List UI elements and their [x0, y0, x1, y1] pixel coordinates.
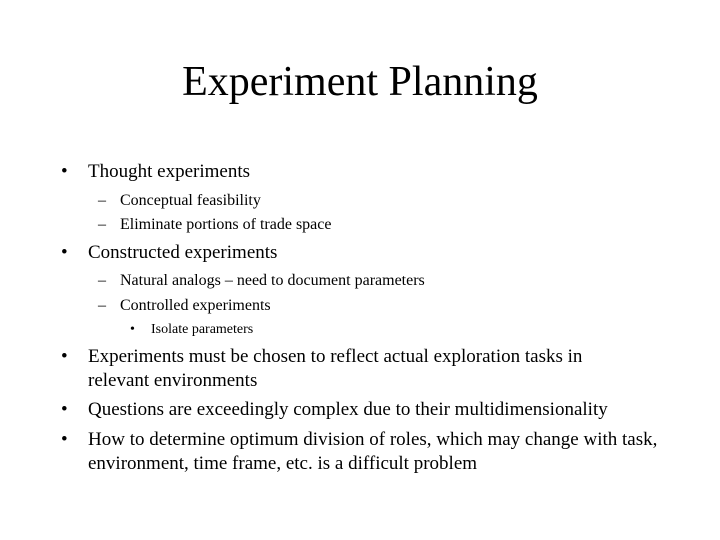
- bullet-item-constructed-experiments: [61, 241, 278, 265]
- bullet-text: How to determine optimum division of roles, which may change with task, environment, time frame, etc. is a difficult problem: [88, 429, 658, 474]
- bullet-marker: •: [61, 399, 68, 420]
- bullet-text: Experiments must be chosen to reflect actual exploration tasks in relevant environments: [88, 346, 583, 391]
- bullet-marker: •: [61, 242, 68, 263]
- bullet-marker: •: [130, 322, 135, 337]
- subitem-conceptual-feasibility: [98, 191, 261, 211]
- slide-title: Experiment Planning: [182, 59, 538, 105]
- dash-marker: –: [98, 216, 106, 233]
- subitem-eliminate-trade-space: [98, 215, 332, 235]
- bullet-marker: •: [61, 161, 68, 182]
- bullet-marker: •: [61, 429, 68, 450]
- subitem-text: Natural analogs – need to document parameters: [120, 272, 425, 289]
- bullet-item-experiments-chosen: [61, 345, 648, 393]
- subitem-controlled-experiments: [98, 296, 271, 316]
- bullet-text: Thought experiments: [88, 161, 250, 182]
- bullet-text: Constructed experiments: [88, 242, 278, 263]
- subitem-natural-analogs: [98, 271, 425, 291]
- dash-marker: –: [98, 192, 106, 209]
- bullet-item-questions-complex: [61, 398, 608, 422]
- subitem-text: Conceptual feasibility: [120, 192, 261, 209]
- dash-marker: –: [98, 272, 106, 289]
- bullet-item-division-of-roles: [61, 428, 662, 476]
- subsubitem-isolate-parameters: [130, 321, 254, 339]
- bullet-text: Questions are exceedingly complex due to their multidimensionality: [88, 399, 608, 420]
- subitem-text: Eliminate portions of trade space: [120, 216, 332, 233]
- dash-marker: –: [98, 297, 106, 314]
- bullet-marker: •: [61, 346, 68, 367]
- bullet-item-thought-experiments: [61, 160, 250, 184]
- subitem-text: Controlled experiments: [120, 297, 271, 314]
- subsubitem-text: Isolate parameters: [151, 322, 254, 337]
